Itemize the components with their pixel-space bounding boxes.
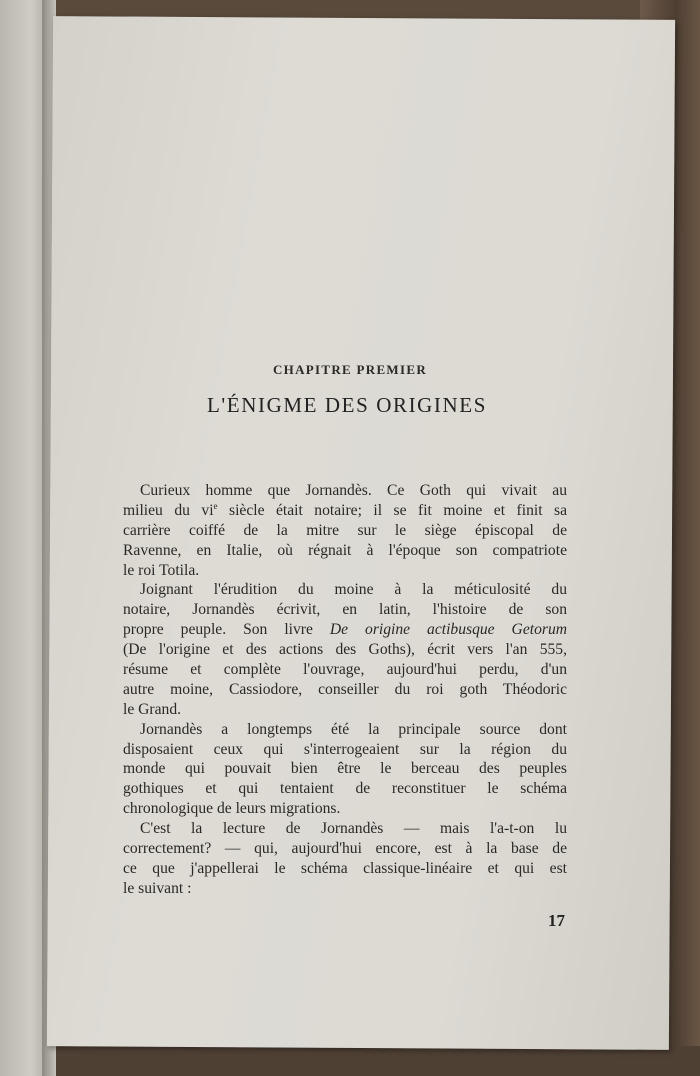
text-line: le suivant : xyxy=(123,879,192,897)
text-line: gothiques et qui tentaient de reconstituer le schéma xyxy=(123,780,567,798)
text-line: le roi Totila. xyxy=(123,561,200,579)
text-fragment: propre peuple. Son livre xyxy=(123,621,330,639)
text-line: Curieux homme que Jornandès. Ce Goth qui vivait au xyxy=(140,482,567,499)
text-line: carrière coiffé de la mitre sur le siège épiscopal de xyxy=(123,521,567,539)
paragraph-3 xyxy=(123,720,567,819)
text-line: C'est la lecture de Jornandès — mais l'a-t-on lu xyxy=(140,820,567,838)
chapter-title: L'ÉNIGME DES ORIGINES xyxy=(206,393,488,417)
text-fragment: milieu du vi xyxy=(123,501,214,519)
paragraph-4 xyxy=(123,819,567,899)
book-title-italic: De origine actibusque Getorum xyxy=(329,621,567,639)
paragraph-2 xyxy=(123,580,567,719)
text-line xyxy=(123,620,567,640)
page-number: 17 xyxy=(548,911,565,930)
text-line: le Grand. xyxy=(123,700,182,718)
text-line: Joignant l'érudition du moine à la méticulosité du xyxy=(140,581,567,599)
text-line: Jornandès a longtemps été la principale source dont xyxy=(140,720,567,738)
text-line: disposaient ceux qui s'interrogeaient sur la région du xyxy=(123,740,567,758)
text-line xyxy=(123,501,567,521)
text-line: résume et complète l'ouvrage, aujourd'hui perdu, d'un xyxy=(123,661,567,679)
text-line: chronologique de leurs migrations. xyxy=(123,800,341,818)
text-line: notaire, Jornandès écrivit, en latin, l'histoire de son xyxy=(123,601,567,619)
text-fragment: siècle était notaire; il se fit moine et finit sa xyxy=(217,501,567,519)
paragraph-1 xyxy=(123,481,567,580)
body-text xyxy=(123,481,567,899)
text-line: Ravenne, en Italie, où régnait à l'époque son compatriote xyxy=(123,541,567,559)
superscript: e xyxy=(213,500,218,511)
text-line: correctement? — qui, aujourd'hui encore, est à la base de xyxy=(123,840,567,858)
table-surface-bottom xyxy=(0,1046,700,1076)
text-line: (De l'origine et des actions des Goths), écrit vers l'an 555, xyxy=(123,641,567,659)
text-line: monde qui pouvait bien être le berceau des peuples xyxy=(123,760,567,778)
text-line: ce que j'appellerai le schéma classique-linéaire et qui est xyxy=(123,859,567,877)
chapter-label: CHAPITRE PREMIER xyxy=(272,362,428,377)
text-line: autre moine, Cassiodore, conseiller du roi goth Théodoric xyxy=(123,680,567,698)
